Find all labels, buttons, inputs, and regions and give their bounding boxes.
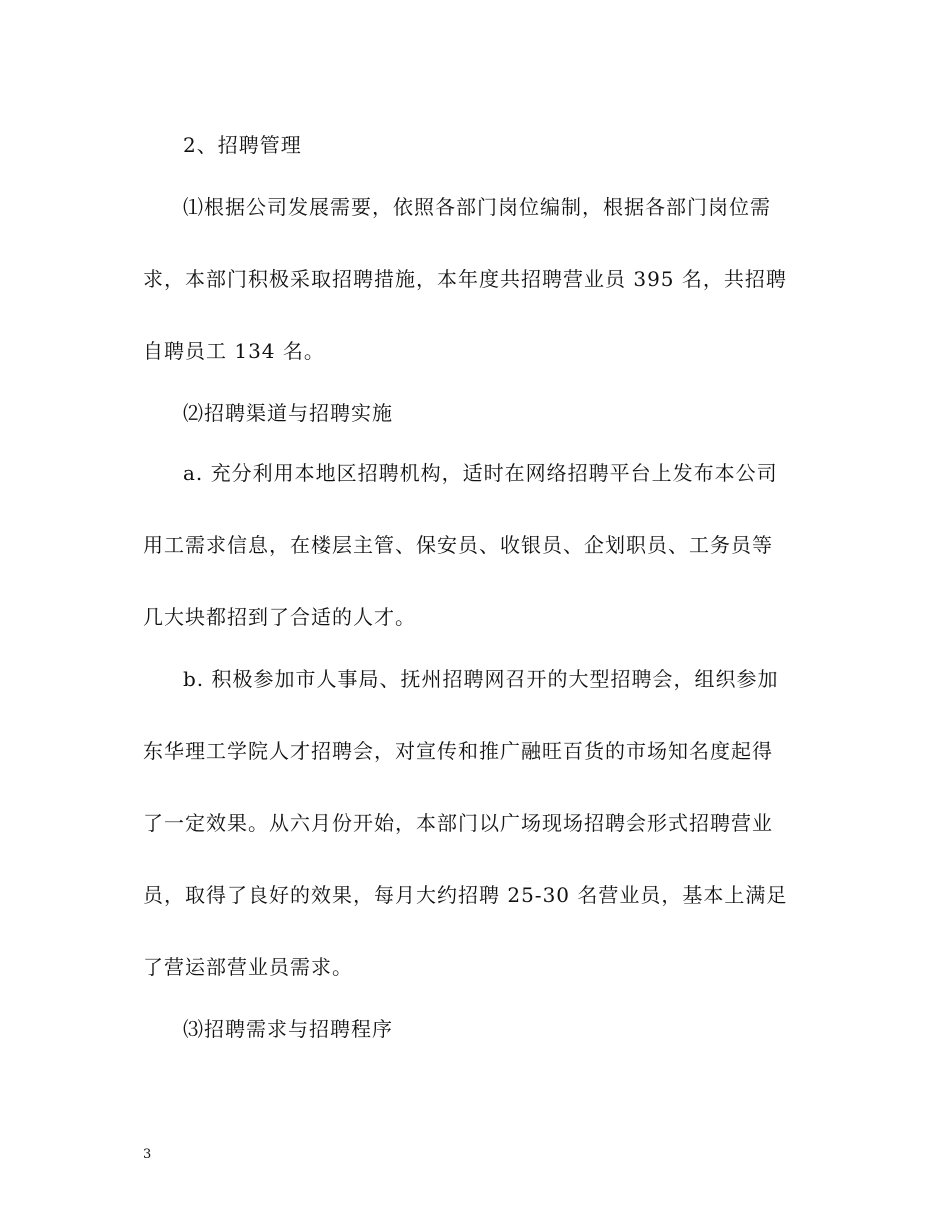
paragraph-1-line-2: 求，本部门积极采取招聘措施，本年度共招聘营业员 395 名，共招聘 bbox=[143, 267, 787, 291]
paragraph-a-line-2: 用工需求信息，在楼层主管、保安员、收银员、企划职员、工务员等 bbox=[143, 533, 773, 557]
section-heading: 2、招聘管理 bbox=[183, 133, 302, 157]
paragraph-b-line-2: 东华理工学院人才招聘会，对宣传和推广融旺百货的市场知名度起得 bbox=[143, 739, 773, 763]
paragraph-1-line-1: ⑴根据公司发展需要，依照各部门岗位编制，根据各部门岗位需 bbox=[183, 195, 771, 219]
subheading-2: ⑵招聘渠道与招聘实施 bbox=[183, 401, 393, 425]
paragraph-a-line-3: 几大块都招到了合适的人才。 bbox=[143, 605, 416, 629]
paragraph-a-line-1: a. 充分利用本地区招聘机构，适时在网络招聘平台上发布本公司 bbox=[183, 461, 778, 485]
subheading-3: ⑶招聘需求与招聘程序 bbox=[183, 1017, 393, 1041]
paragraph-b-line-3: 了一定效果。从六月份开始，本部门以广场现场招聘会形式招聘营业 bbox=[143, 811, 773, 835]
paragraph-b-line-4: 员，取得了良好的效果，每月大约招聘 25-30 名营业员，基本上满足 bbox=[143, 883, 788, 907]
paragraph-b-line-1: b. 积极参加市人事局、抚州招聘网召开的大型招聘会，组织参加 bbox=[183, 667, 779, 691]
paragraph-b-line-5: 了营运部营业员需求。 bbox=[143, 955, 353, 979]
paragraph-1-line-3: 自聘员工 134 名。 bbox=[143, 339, 325, 363]
page-number: 3 bbox=[143, 1147, 152, 1162]
